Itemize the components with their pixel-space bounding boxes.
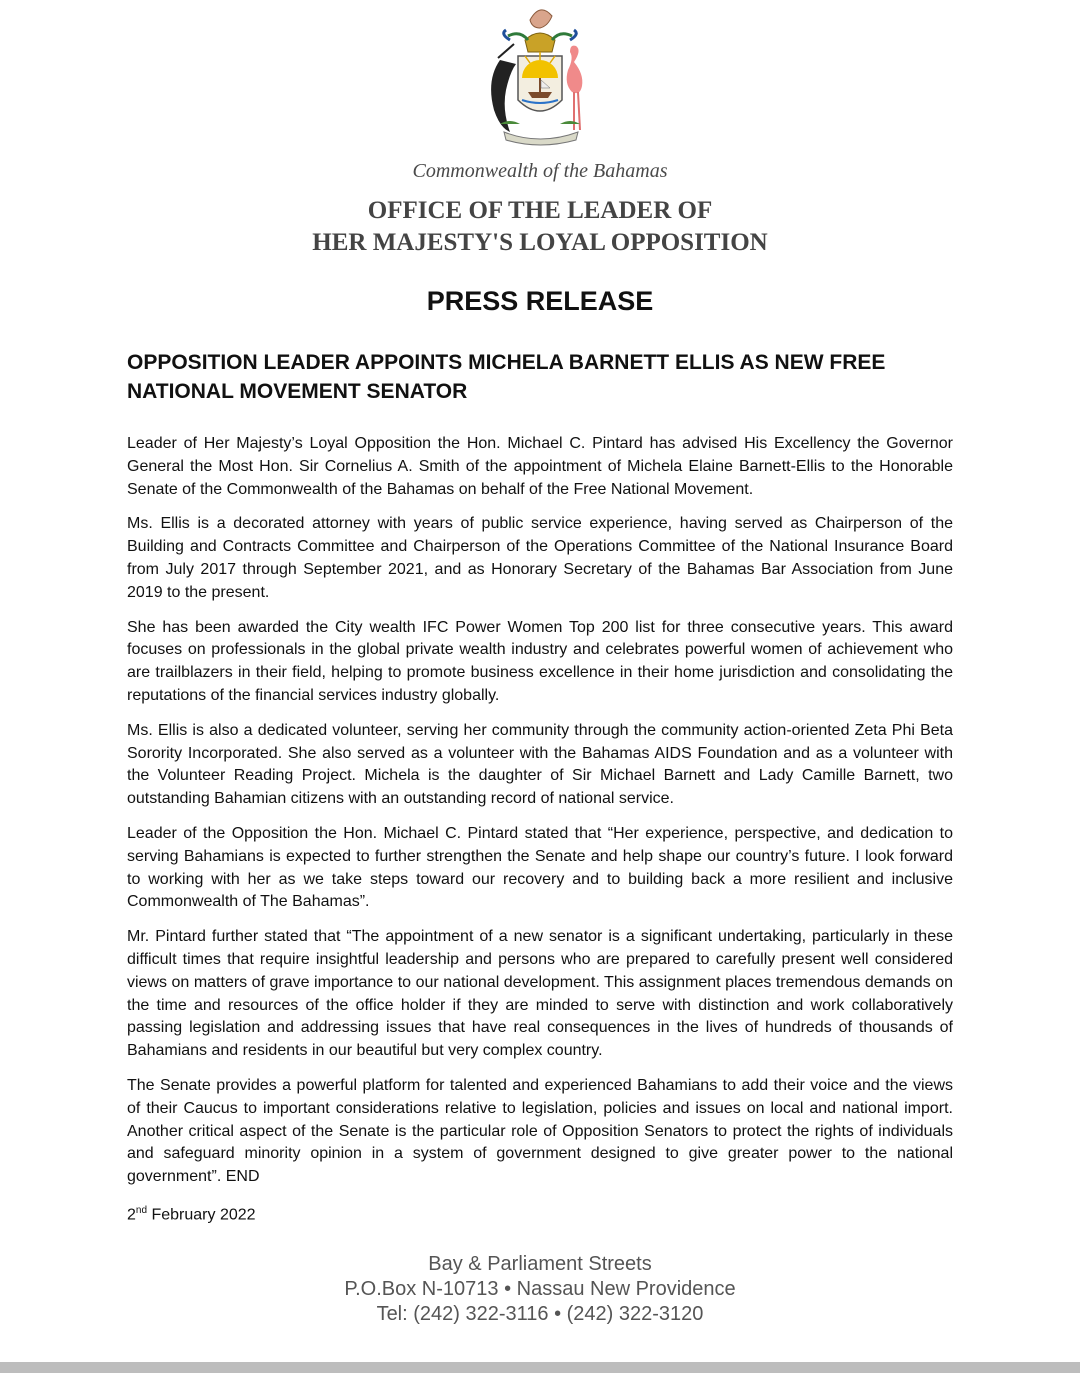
footer-address-line1: Bay & Parliament Streets (428, 1253, 652, 1275)
press-release-headline (127, 348, 957, 406)
page-bottom-bar (0, 1362, 1080, 1373)
footer-address (0, 1252, 1080, 1327)
letterhead-office-line2: HER MAJESTY'S LOYAL OPPOSITION (312, 229, 768, 256)
date-suffix: nd (135, 1204, 148, 1216)
date-rest: February 2022 (147, 1206, 256, 1224)
coat-of-arms-icon (470, 0, 610, 150)
body-paragraph: Ms. Ellis is also a dedicated volunteer, serving her community through the community action-oriented Zeta Phi Beta Sorority Incorporated. She also served as a volunteer with the Bahamas AIDS Foundation and as a volunteer with the Volunteer Reading Project. Michela is the daughter of Sir Michael Barnett and Lady Camille Barnett, two outstanding Bahamian citizens with an outstanding record of national service. (127, 721, 953, 808)
date-day: 2 (127, 1206, 136, 1224)
body-paragraph: Ms. Ellis is a decorated attorney with years of public service experience, having served as Chairperson of the Building and Contracts Committee and Chairperson of the Operations Committee of the National Insurance Board from July 2017 through September 2021, and as Honorary Secretary of the Bahamas Bar Association from June 2019 to the present. (127, 515, 953, 601)
headline-line1: OPPOSITION LEADER APPOINTS MICHELA BARNETT ELLIS AS NEW FREE (127, 351, 886, 374)
body-paragraph: Leader of Her Majesty’s Loyal Opposition the Hon. Michael C. Pintard has advised His Excellency the Governor General the Most Hon. Sir Cornelius A. Smith of the appointment of Michela Elaine Barnett-Ellis to the Honorable Senate of the Commonwealth of the Bahamas on behalf of the Free National Movement. (127, 435, 953, 498)
body-paragraph: The Senate provides a powerful platform for talented and experienced Bahamians to add their voice and the views of their Caucus to important considerations relative to legislation, policies and issues on local and national import. Another critical aspect of the Senate is the particular role of Opposition Senators to protect the rights of individuals and safeguard minority opinion in a system of government designed to give greater power to the national government”. END (127, 1076, 953, 1186)
footer-address-line2: P.O.Box N-10713 • Nassau New Providence (344, 1278, 736, 1300)
body-paragraph: She has been awarded the City wealth IFC Power Women Top 200 list for three consecutive years. This award focuses on professionals in the global private wealth industry and celebrates powerful women of achievement who are trailblazers in their field, helping to promote business excellence in their home jurisdiction and consolidating the reputations of the financial services industry globally. (127, 618, 953, 704)
letterhead-office-title (0, 195, 1080, 259)
headline-line2: NATIONAL MOVEMENT SENATOR (127, 380, 468, 403)
document-type-heading: PRESS RELEASE (426, 286, 654, 316)
footer-address-line3: Tel: (242) 322-3116 • (242) 322-3120 (376, 1303, 704, 1325)
release-date (127, 1205, 953, 1224)
letterhead-office-line1: OFFICE OF THE LEADER OF (367, 197, 713, 224)
body-paragraph: Leader of the Opposition the Hon. Michael C. Pintard stated that “Her experience, perspective, and dedication to serving Bahamians is expected to further strengthen the Senate and help shape our country’s future. I look forward to working with her as we take steps toward our recovery and to building back a more resilient and inclusive Commonwealth of The Bahamas”. (127, 824, 953, 911)
letterhead-country: Commonwealth of the Bahamas (412, 160, 668, 182)
body-paragraph: Mr. Pintard further stated that “The appointment of a new senator is a significant undertaking, particularly in these difficult times that require insightful leadership and persons who are prepared to carefully present well considered views on matters of grave importance to our national development. This assignment places tremendous demands on the time and resources of the office holder if they are minded to serve with distinction and work collaboratively passing legislation and addressing issues that have real consequences in the lives of hundreds of thousands of Bahamians and residents in our beautiful but very complex country. (127, 928, 953, 1060)
press-release-body (127, 433, 953, 1224)
